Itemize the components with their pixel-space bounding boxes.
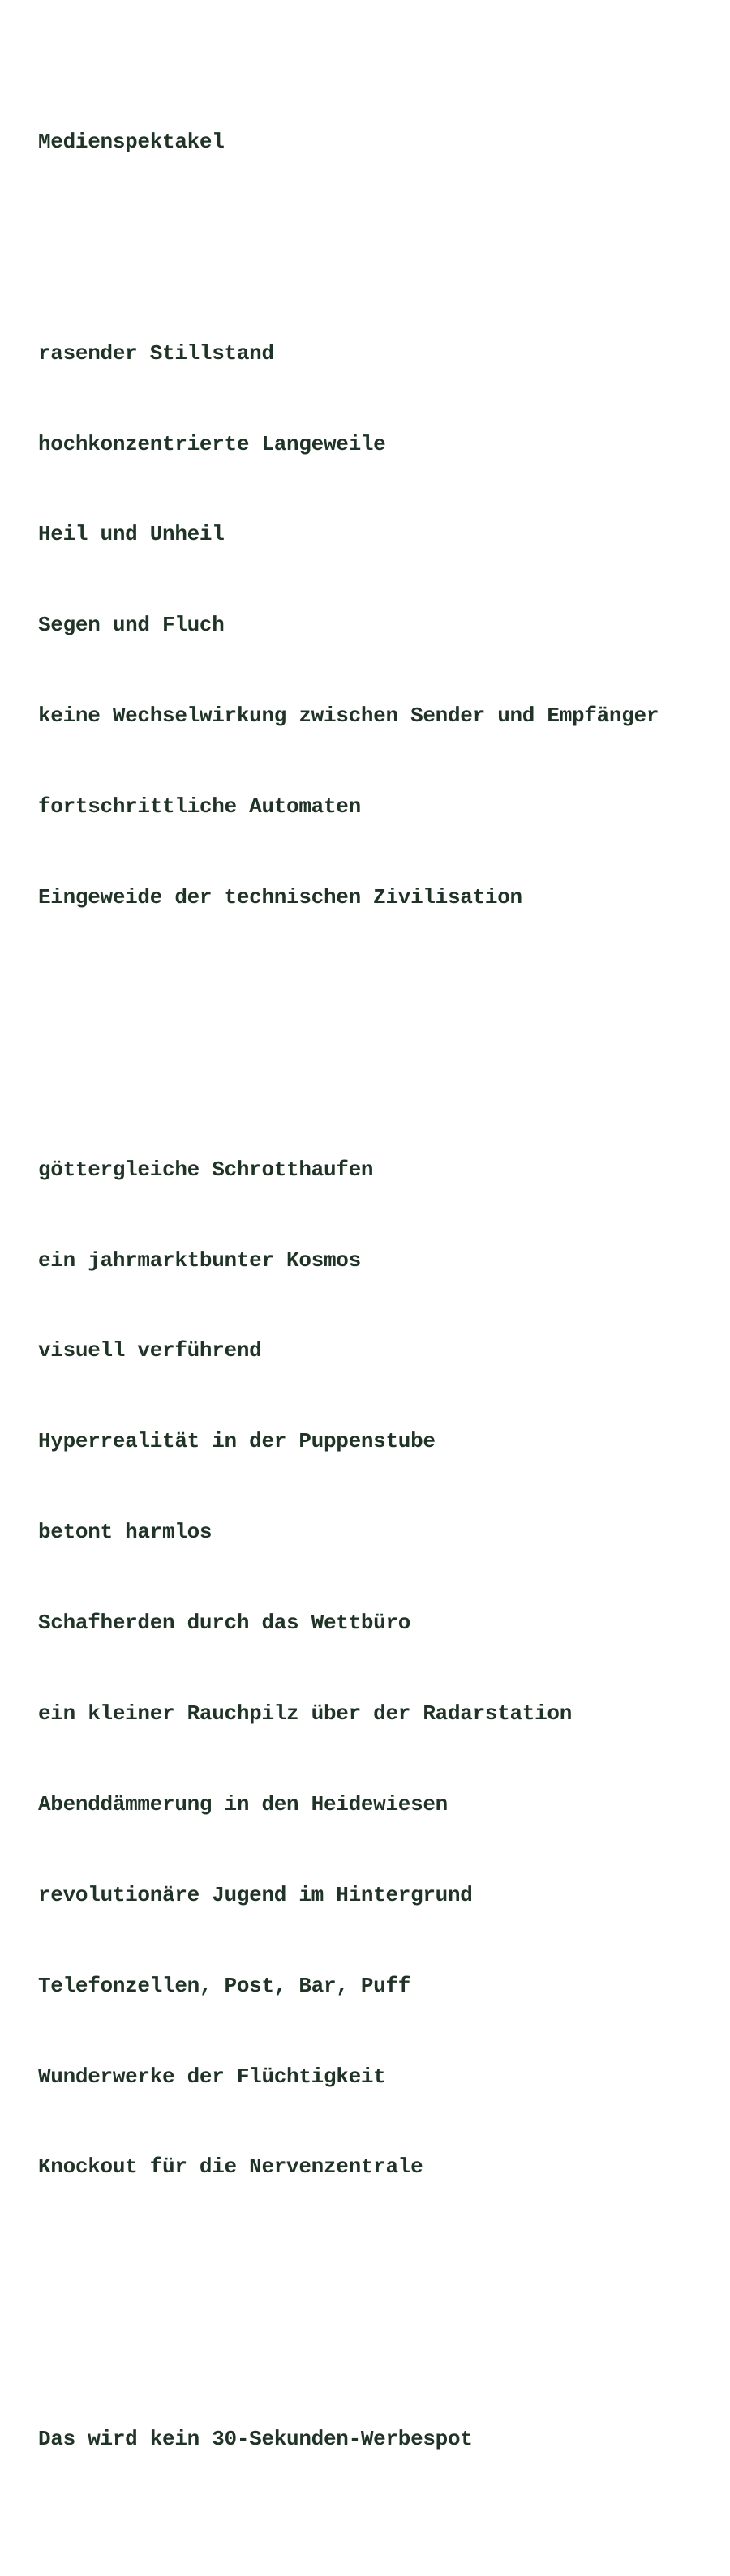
poem-line: ein kleiner Rauchpilz über der Radarstation bbox=[38, 1701, 573, 1727]
poem-line: Telefonzellen, Post, Bar, Puff bbox=[38, 1973, 411, 1998]
stanza-3 bbox=[38, 2364, 719, 2515]
poem-line: fortschrittliche Automaten bbox=[38, 794, 361, 819]
poem-line: keine Wechselwirkung zwischen Sender und Empfänger bbox=[38, 704, 659, 729]
poem-line: Eingeweide der technischen Zivilisation bbox=[38, 885, 522, 910]
poem-line: Segen und Fluch bbox=[38, 613, 225, 638]
poem-document bbox=[38, 66, 719, 2576]
poem-line: hochkonzentrierte Langeweile bbox=[38, 431, 386, 456]
poem-line: Schafherden durch das Wettbüro bbox=[38, 1611, 411, 1636]
poem-line: Abenddämmerung in den Heidewiesen bbox=[38, 1791, 448, 1816]
poem-line: Heil und Unheil bbox=[38, 522, 225, 547]
poem-line: Hyperrealität in der Puppenstube bbox=[38, 1429, 436, 1454]
poem-line: göttergleiche Schrotthaufen bbox=[38, 1157, 374, 1182]
poem-line: Das wird kein 30-Sekunden-Werbespot bbox=[38, 2427, 473, 2452]
stanza-1 bbox=[38, 278, 719, 973]
poem-line: Wunderwerke der Flüchtigkeit bbox=[38, 2064, 386, 2089]
stanza-2 bbox=[38, 1094, 719, 2243]
poem-line: visuell verführend bbox=[38, 1338, 262, 1363]
poem-line: Knockout für die Nervenzentrale bbox=[38, 2155, 423, 2180]
poem-line: rasender Stillstand bbox=[38, 340, 274, 366]
poem-line: revolutionäre Jugend im Hintergrund bbox=[38, 1882, 473, 1907]
poem-title: Medienspektakel bbox=[38, 129, 225, 154]
poem-line: ein jahrmarktbunter Kosmos bbox=[38, 1247, 361, 1273]
poem-line: betont harmlos bbox=[38, 1520, 213, 1545]
